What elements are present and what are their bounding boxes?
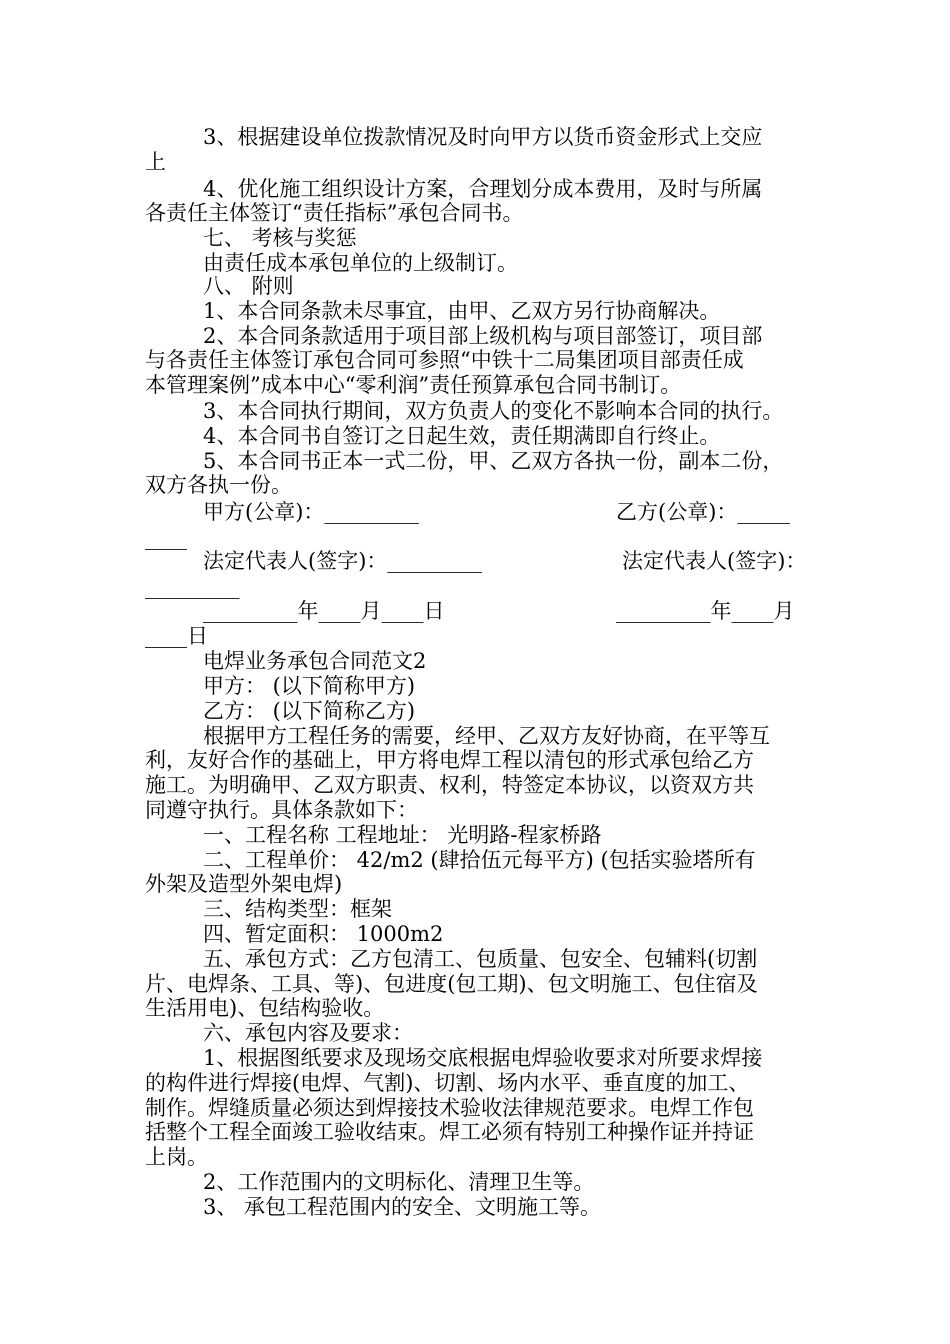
text-line: 片、电焊条、工具、等)、包进度(包工期)、包文明施工、包住宿及 [145,972,758,996]
text-line: 1、根据图纸要求及现场交底根据电焊验收要求对所要求焊接 [203,1046,763,1070]
text-line: 与各责任主体签订承包合同可参照“中铁十二局集团项目部责任成 [145,348,744,372]
text-line: ____ [145,526,187,550]
text-line: 的构件进行焊接(电焊、气割)、切割、场内水平、垂直度的加工、 [145,1071,750,1095]
text-line: 1、本合同条款未尽事宜，由甲、乙双方另行协商解决。 [203,299,721,323]
text-line: 4、优化施工组织设计方案，合理划分成本费用，及时与所属 [203,177,763,201]
text-line: 2、本合同条款适用于项目部上级机构与项目部签订，项目部 [203,324,763,348]
section-heading: 八、 附则 [203,274,294,298]
party-a-representative-field: 法定代表人(签字)：_________ [203,549,482,573]
text-line: 3、根据建设单位拨款情况及时向甲方以货币资金形式上交应 [203,125,763,149]
text-line: 由责任成本承包单位的上级制订。 [203,251,518,275]
text-line: 2、工作范围内的文明标化、清理卫生等。 [203,1170,595,1194]
party-b-seal-field: 乙方(公章)：_____ [616,500,790,524]
text-line: 二、工程单价： 42/m2 (肆拾伍元每平方) (包括实验塔所有 [203,848,756,872]
document-title: 电焊业务承包合同范文2 [203,649,427,673]
party-b-line: 乙方： (以下简称乙方) [203,699,416,723]
text-line: 制作。焊缝质量必须达到焊接技术验收法律规范要求。电焊工作包 [145,1096,754,1120]
text-line: 括整个工程全面竣工验收结束。焊工必须有特别工种操作证并持证 [145,1120,754,1144]
party-b-representative-field: 法定代表人(签字)： [622,549,807,573]
text-line: 双方各执一份。 [145,473,292,497]
text-line: 3、 承包工程范围内的安全、文明施工等。 [203,1195,602,1219]
text-line: 上 [145,150,166,174]
text-line: 同遵守执行。具体条款如下： [145,798,418,822]
text-line: ____日 [145,624,208,648]
party-a-seal-field: 甲方(公章)：_________ [203,500,419,524]
text-line: 3、本合同执行期间，双方负责人的变化不影响本合同的执行。 [203,399,784,423]
section-heading: 七、 考核与奖惩 [203,226,357,250]
text-line: 5、本合同书正本一式二份，甲、乙双方各执一份，副本二份， [203,449,784,473]
party-b-date-field: _________年____月 [616,599,795,623]
text-line: 上岗。 [145,1145,208,1169]
text-line: 利，友好合作的基础上，甲方将电焊工程以清包的形式承包给乙方 [145,748,754,772]
text-line: 四、暂定面积： 1000m2 [203,922,444,946]
party-a-date-field: _________年____月____日 [203,599,445,623]
party-a-line: 甲方： (以下简称甲方) [203,674,416,698]
text-line: 施工。为明确甲、乙双方职责、权利，特签定本协议，以资双方共 [145,773,754,797]
text-line: 外架及造型外架电焊) [145,872,343,896]
text-line: 根据甲方工程任务的需要，经甲、乙双方友好协商，在平等互 [203,724,770,748]
text-line: 三、结构类型：框架 [203,897,392,921]
text-line: 生活用电)、包结构验收。 [145,996,385,1020]
text-line: 一、工程名称 工程地址： 光明路-程家桥路 [203,823,602,847]
text-line: 六、承包内容及要求： [203,1021,413,1045]
text-line: _________ [145,575,240,599]
text-line: 4、本合同书自签订之日起生效，责任期满即自行终止。 [203,424,721,448]
text-line: 五、承包方式：乙方包清工、包质量、包安全、包辅料(切割 [203,947,758,971]
text-line: 本管理案例”成本中心“零利润”责任预算承包合同书制订。 [145,373,682,397]
text-line: 各责任主体签订“责任指标”承包合同书。 [145,201,524,225]
